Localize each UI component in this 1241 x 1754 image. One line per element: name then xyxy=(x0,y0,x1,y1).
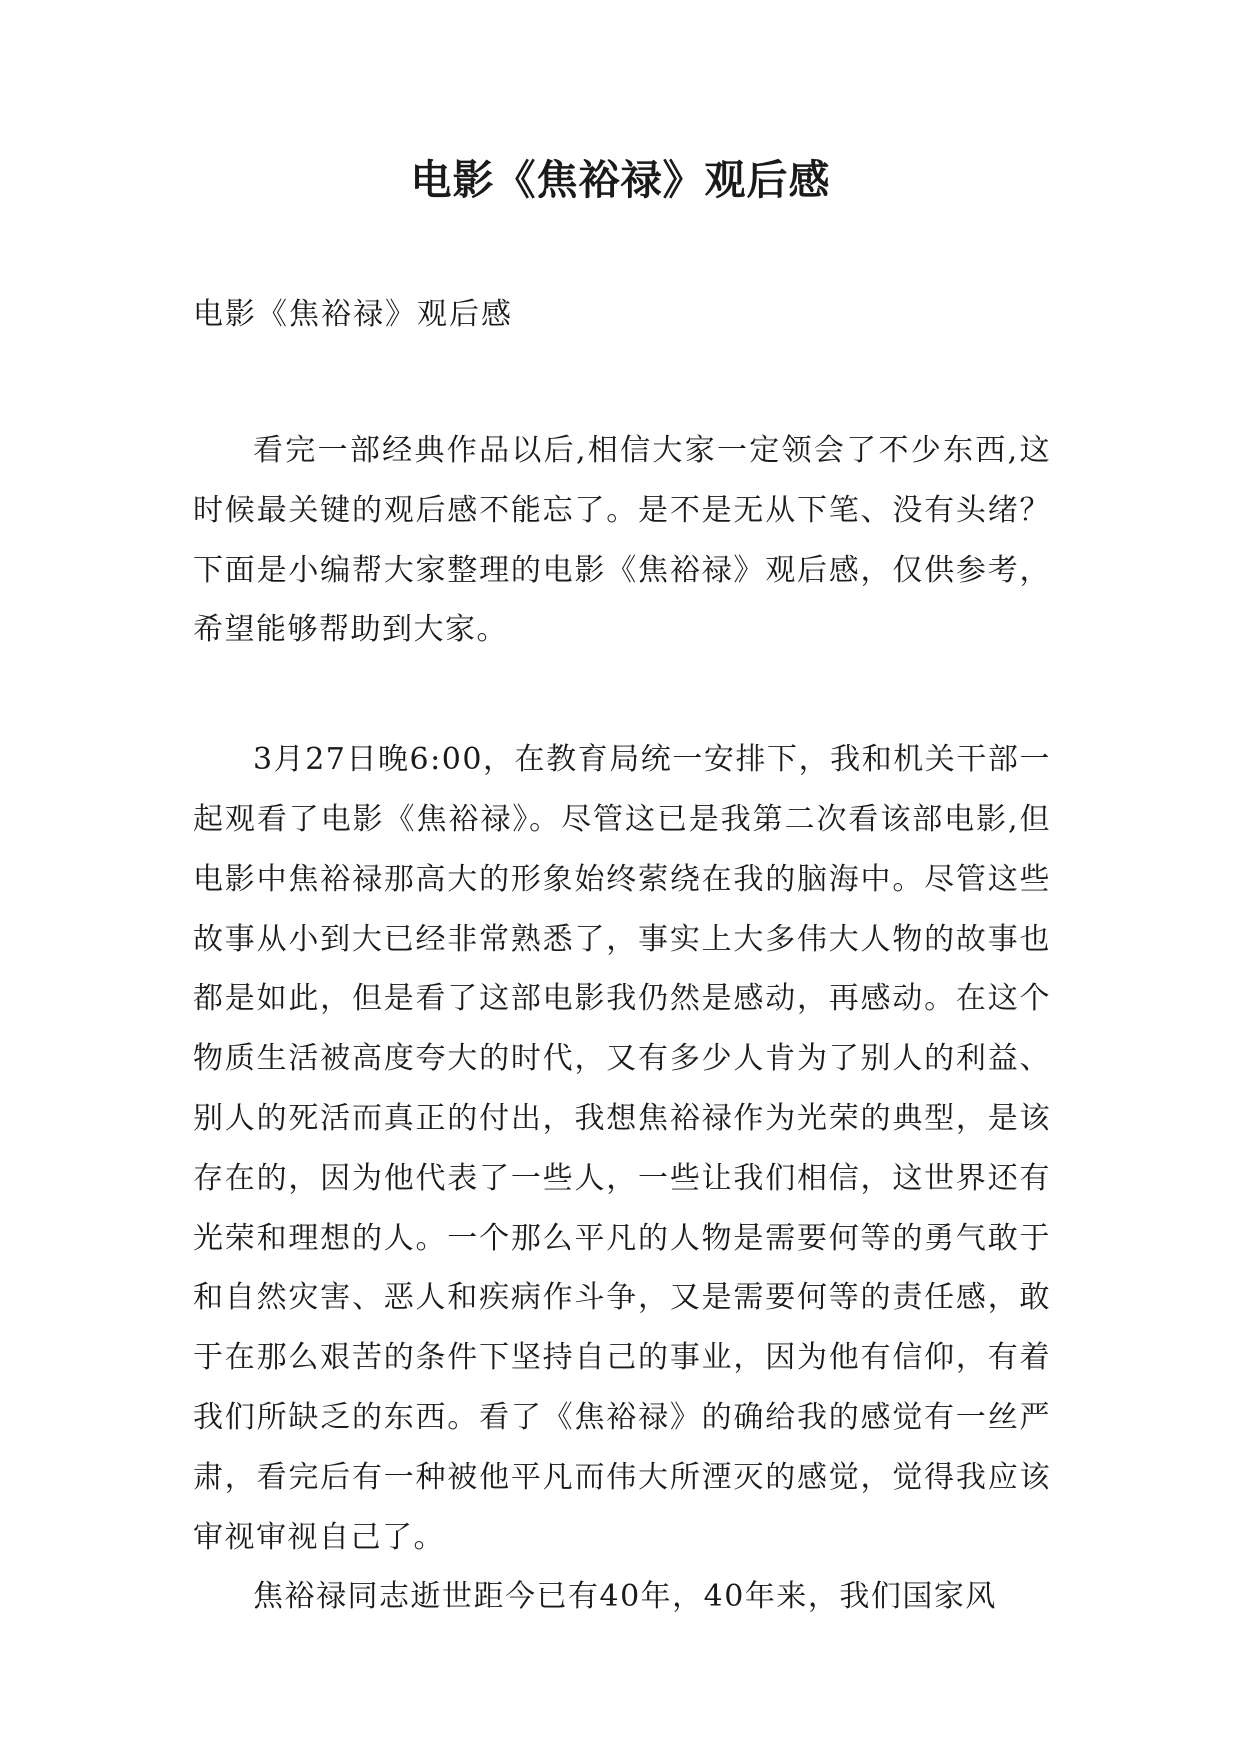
body-paragraph-1: 3月27日晚6:00，在教育局统一安排下，我和机关干部一起观看了电影《焦裕禄》。尽管这已是我第二次看该部电影,但电影中焦裕禄那高大的形象始终萦绕在我的脑海中。尽管这些故事从小到大已经非常熟悉了，事实上大多伟大人物的故事也都是如此，但是看了这部电影我仍然是感动，再感动。在这个物质生活被高度夸大的时代，又有多少人肯为了别人的利益、别人的死活而真正的付出，我想焦裕禄作为光荣的典型，是该存在的，因为他代表了一些人，一些让我们相信，这世界还有光荣和理想的人。一个那么平凡的人物是需要何等的勇气敢于和自然灾害、恶人和疾病作斗争，又是需要何等的责任感，敢于在那么艰苦的条件下坚持自己的事业，因为他有信仰，有着我们所缺乏的东西。看了《焦裕禄》的确给我的感觉有一丝严肃，看完后有一种被他平凡而伟大所湮灭的感觉，觉得我应该审视审视自己了。 xyxy=(193,742,1051,1555)
document-subtitle: 电影《焦裕禄》观后感 xyxy=(193,297,513,332)
intro-paragraph: 看完一部经典作品以后,相信大家一定领会了不少东西,这时候最关键的观后感不能忘了。是不是无从下笔、没有头绪？下面是小编帮大家整理的电影《焦裕禄》观后感，仅供参考，希望能够帮助到大家。 xyxy=(193,433,1051,648)
body-paragraph-2: 焦裕禄同志逝世距今已有40年，40年来，我们国家风 xyxy=(253,1579,997,1615)
document-body xyxy=(193,288,1051,1627)
page-title: 电影《焦裕禄》观后感 xyxy=(410,156,831,204)
